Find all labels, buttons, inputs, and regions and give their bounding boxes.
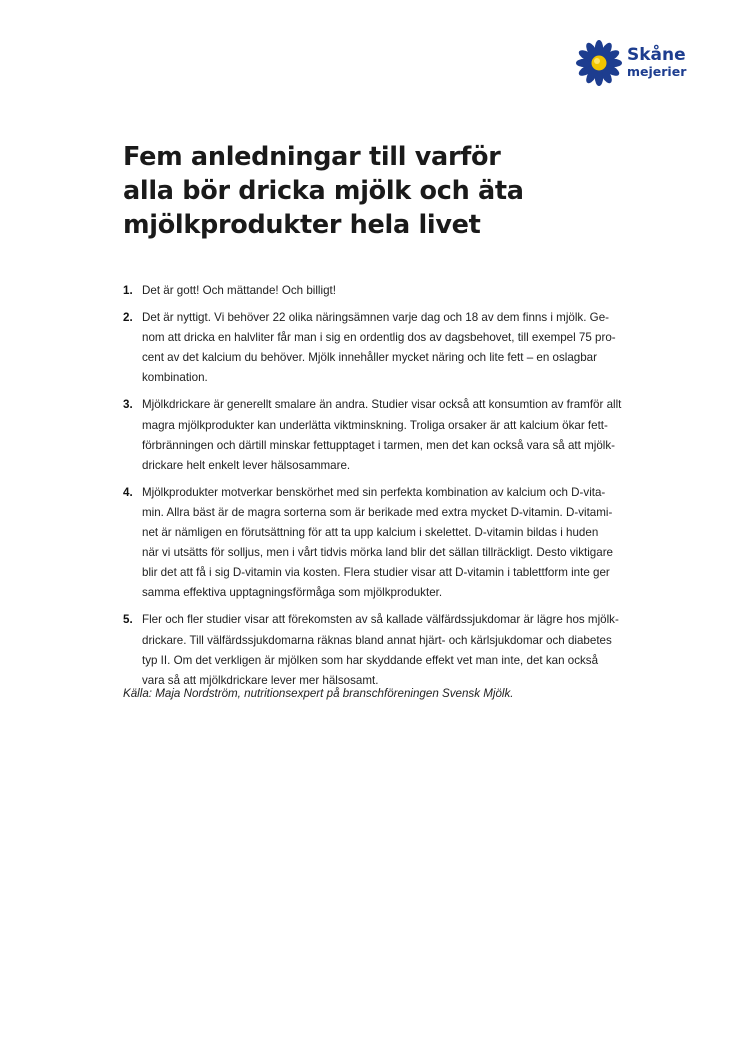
title-line: Fem anledningar till varför xyxy=(123,142,501,172)
item-text-line: magra mjölkprodukter kan underlätta viktminskning. Troliga orsaker är att kalcium ökar fett- xyxy=(142,418,608,432)
title-line: mjölkprodukter hela livet xyxy=(123,210,481,240)
page-title xyxy=(123,140,603,242)
list-item xyxy=(123,308,663,388)
item-text-line: Mjölkprodukter motverkar benskörhet med sin perfekta kombination av kalcium och D-vita- xyxy=(142,485,606,499)
item-text-line: vara så att mjölkdrickare lever mer hälsosamt. xyxy=(142,673,379,687)
item-number: 2. xyxy=(123,311,133,325)
item-text-line: blir det att få i sig D-vitamin via kosten. Flera studier visar att D-vitamin i tablettform inte ger xyxy=(142,566,610,580)
item-text-line: Mjölkdrickare är generellt smalare än andra. Studier visar också att konsumtion av framför allt xyxy=(142,398,622,412)
daisy-flower-icon xyxy=(575,39,623,87)
list-item xyxy=(123,281,663,301)
item-text-line: samma effektiva upptagningsförmåga som mjölkprodukter. xyxy=(142,586,443,600)
title-line: alla bör dricka mjölk och äta xyxy=(123,176,524,206)
list-item xyxy=(123,610,663,690)
item-text-line: Det är gott! Och mättande! Och billigt! xyxy=(142,284,336,297)
item-text-line: Det är nyttigt. Vi behöver 22 olika näringsämnen varje dag och 18 av dem finns i mjölk. Ge- xyxy=(142,311,609,325)
item-text-line: net är nämligen en förutsättning för att ta upp kalcium i skelettet. D-vitamin bildas i huden xyxy=(142,526,599,540)
item-text-line: cent av det kalcium du behöver. Mjölk innehåller mycket näring och lite fett – en oslagbar xyxy=(142,351,597,365)
logo-wordmark-mejerier: mejerier xyxy=(627,64,687,80)
item-text-line: kombination. xyxy=(142,371,208,385)
item-text-line: nom att dricka en halvliter får man i sig en ordentlig dos av dagsbehovet, till exempel 75 pro- xyxy=(142,331,616,345)
skane-mejerier-logo xyxy=(575,38,715,88)
item-number: 1. xyxy=(123,284,133,297)
list-item xyxy=(123,483,663,604)
item-text-line: drickare helt enkelt lever hälsosammare. xyxy=(142,458,351,472)
reasons-list xyxy=(123,281,663,698)
source-citation: Källa: Maja Nordström, nutritionsexpert på branschföreningen Svensk Mjölk. xyxy=(123,687,514,700)
list-item xyxy=(123,395,663,475)
logo-wordmark-skane: Skåne xyxy=(627,45,686,66)
item-text-line: drickare. Till välfärdssjukdomarna räknas bland annat hjärt- och kärlsjukdomar och diabetes xyxy=(142,633,612,647)
item-text-line: typ II. Om det verkligen är mjölken som har skyddande effekt vet man inte, det kan också xyxy=(142,653,599,667)
item-text-line: när vi utsätts för solljus, men i vårt tidvis mörka land blir det sällan tillräckligt. Desto viktigare xyxy=(142,546,614,560)
item-number: 5. xyxy=(123,613,133,627)
item-text-line: förbränningen och därtill minskar fettupptaget i tarmen, men det kan också vara så att mjölk- xyxy=(142,438,616,452)
item-number: 4. xyxy=(123,485,133,499)
item-number: 3. xyxy=(123,398,133,412)
item-text-line: min. Allra bäst är de magra sorterna som är berikade med extra mycket D-vitamin. D-vitami- xyxy=(142,505,613,519)
item-text-line: Fler och fler studier visar att förekomsten av så kallade välfärdssjukdomar är lägre hos mjölk- xyxy=(142,613,619,627)
